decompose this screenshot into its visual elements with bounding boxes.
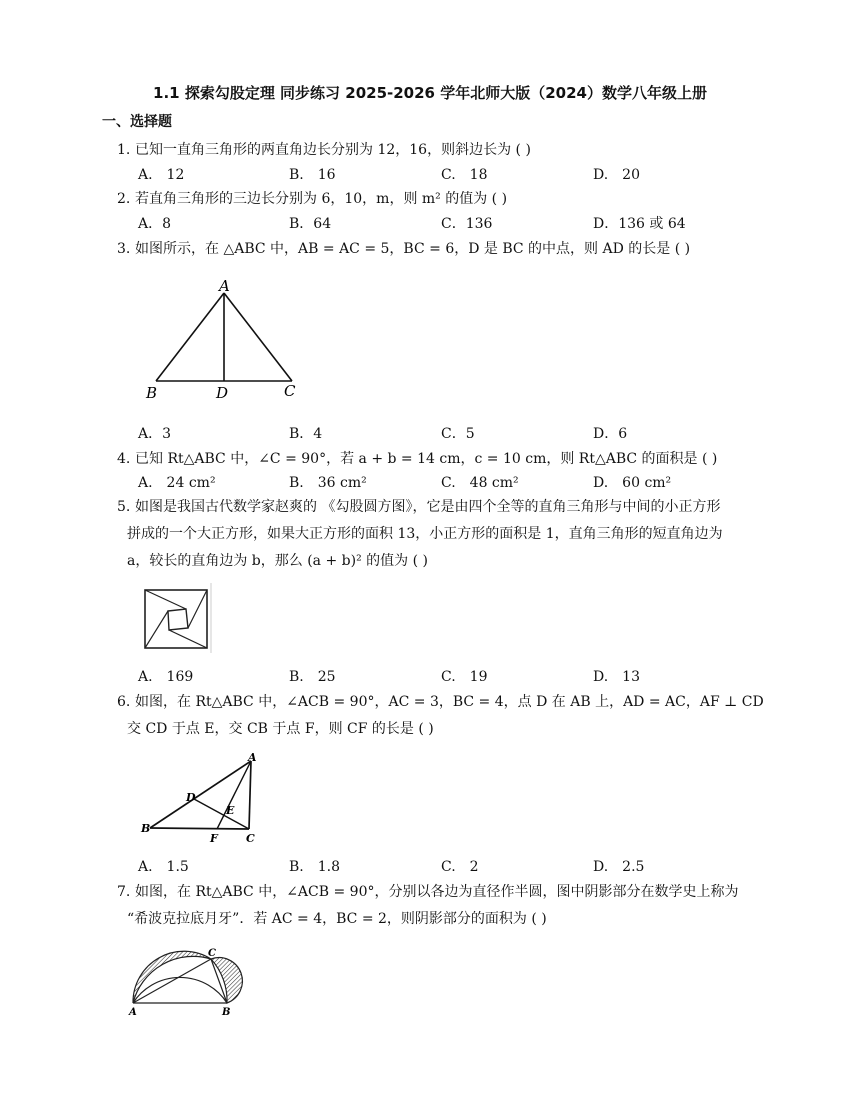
question-number: 7. xyxy=(117,884,131,900)
side-ab xyxy=(150,761,251,828)
hypotenuse-4 xyxy=(145,611,168,648)
options-q4 xyxy=(138,473,758,493)
figure-q7-hippocrates-lune xyxy=(124,938,274,1023)
option-a[interactable]: A. 24 cm² xyxy=(138,475,216,491)
option-a[interactable]: A. 169 xyxy=(138,669,194,685)
question-7 xyxy=(117,882,739,902)
option-b[interactable]: B. 16 xyxy=(289,167,336,183)
label-e: E xyxy=(226,804,235,817)
semicircle-ab xyxy=(133,977,227,1003)
side-ac xyxy=(224,293,292,381)
option-c[interactable]: C．136 xyxy=(441,216,493,232)
section-heading: 一、选择题 xyxy=(102,114,172,130)
segment-cd xyxy=(194,799,249,829)
side-ac xyxy=(249,761,251,829)
label-f: F xyxy=(210,832,218,845)
figure-q3-triangle xyxy=(140,276,310,406)
label-c: C xyxy=(284,382,296,400)
question-text: 如图所示，在 △ABC 中，AB = AC = 5，BC = 6，D 是 BC 的中点，则 AD 的长是 ( ) xyxy=(135,241,691,257)
label-b: B xyxy=(146,384,158,402)
question-5 xyxy=(117,497,720,517)
label-a: A xyxy=(219,277,230,295)
option-b[interactable]: B．4 xyxy=(289,426,323,442)
options-q3 xyxy=(138,424,758,444)
hypotenuse-1 xyxy=(145,590,186,609)
question-text: 如图是我国古代数学家赵爽的 《勾股圆方图》，它是由四个全等的直角三角形与中间的小正方形 xyxy=(135,499,721,515)
option-c[interactable]: C. 19 xyxy=(441,669,488,685)
question-text: 如图，在 Rt△ABC 中，∠ACB = 90°，分别以各边为直径作半圆，图中阴影部分在数学史上称为 xyxy=(135,884,739,900)
question-number: 3. xyxy=(117,241,131,257)
figure-q6-triangle xyxy=(138,752,268,847)
option-d[interactable]: D. 20 xyxy=(593,167,640,183)
options-q1 xyxy=(138,165,758,185)
question-number: 2. xyxy=(117,191,131,207)
options-q5 xyxy=(138,667,758,687)
option-c[interactable]: C. 2 xyxy=(441,859,479,875)
label-d: D xyxy=(216,384,229,402)
outer-square xyxy=(145,590,207,648)
option-b[interactable]: B. 36 cm² xyxy=(289,475,367,491)
question-text: 已知 Rt△ABC 中，∠C = 90°，若 a + b = 14 cm，c = 10 cm，则 Rt△ABC 的面积是 ( ) xyxy=(135,451,718,467)
options-q6 xyxy=(138,857,758,877)
question-3 xyxy=(117,239,690,259)
side-ab xyxy=(156,293,224,381)
option-a[interactable]: A．8 xyxy=(138,216,172,232)
option-b[interactable]: B. 25 xyxy=(289,669,336,685)
page-title: 1.1 探索勾股定理 同步练习 2025-2026 学年北师大版（2024）数学八年级上册 xyxy=(153,84,707,102)
question-number: 1. xyxy=(117,142,131,158)
hypotenuse-3 xyxy=(169,630,207,648)
option-b[interactable]: B. 1.8 xyxy=(289,859,341,875)
options-q2 xyxy=(138,214,758,234)
question-6-line-2: 交 CD 于点 E，交 CB 于点 F，则 CF 的长是 ( ) xyxy=(127,721,434,737)
question-number: 5. xyxy=(117,499,131,515)
question-6 xyxy=(117,692,764,712)
question-1 xyxy=(117,140,531,160)
question-number: 4. xyxy=(117,451,131,467)
question-7-line-2: “希波克拉底月牙”．若 AC = 4，BC = 2，则阴影部分的面积为 ( ) xyxy=(127,911,547,927)
figure-q5-zhao-shuang-square xyxy=(138,583,218,655)
question-4 xyxy=(117,449,717,469)
option-d[interactable]: D．6 xyxy=(593,426,628,442)
option-c[interactable]: C. 48 cm² xyxy=(441,475,519,491)
label-b: B xyxy=(141,822,151,835)
option-b[interactable]: B．64 xyxy=(289,216,332,232)
lune-bc xyxy=(211,958,242,1003)
option-c[interactable]: C．5 xyxy=(441,426,475,442)
label-d: D xyxy=(186,791,196,804)
question-text: 已知一直角三角形的两直角边长分别为 12，16，则斜边长为 ( ) xyxy=(135,142,531,158)
question-text: 若直角三角形的三边长分别为 6，10，m，则 m² 的值为 ( ) xyxy=(135,191,508,207)
option-c[interactable]: C. 18 xyxy=(441,167,488,183)
option-d[interactable]: D. 2.5 xyxy=(593,859,645,875)
option-a[interactable]: A．3 xyxy=(138,426,172,442)
side-bc xyxy=(150,828,249,829)
label-a: A xyxy=(248,751,257,764)
label-a: A xyxy=(129,1007,137,1018)
label-b: B xyxy=(222,1007,231,1018)
question-2 xyxy=(117,189,507,209)
option-a[interactable]: A. 1.5 xyxy=(138,859,189,875)
option-d[interactable]: D. 60 cm² xyxy=(593,475,672,491)
hypotenuse-2 xyxy=(188,590,207,628)
question-5-line-2: 拼成的一个大正方形，如果大正方形的面积 13，小正方形的面积是 1，直角三角形的短直角边为 xyxy=(127,526,723,542)
option-a[interactable]: A. 12 xyxy=(138,167,185,183)
inner-square xyxy=(168,609,188,630)
lune-ac xyxy=(133,951,211,1003)
option-d[interactable]: D. 13 xyxy=(593,669,640,685)
question-5-line-3: a，较长的直角边为 b，那么 (a + b)² 的值为 ( ) xyxy=(127,553,428,569)
question-text: 如图，在 Rt△ABC 中，∠ACB = 90°，AC = 3，BC = 4，点 D 在 AB 上，AD = AC，AF ⊥ CD xyxy=(135,694,764,710)
label-c: C xyxy=(246,832,255,845)
option-d[interactable]: D．136 或 64 xyxy=(593,216,686,232)
label-c: C xyxy=(208,948,216,959)
segment-af xyxy=(217,761,251,829)
question-number: 6. xyxy=(117,694,131,710)
